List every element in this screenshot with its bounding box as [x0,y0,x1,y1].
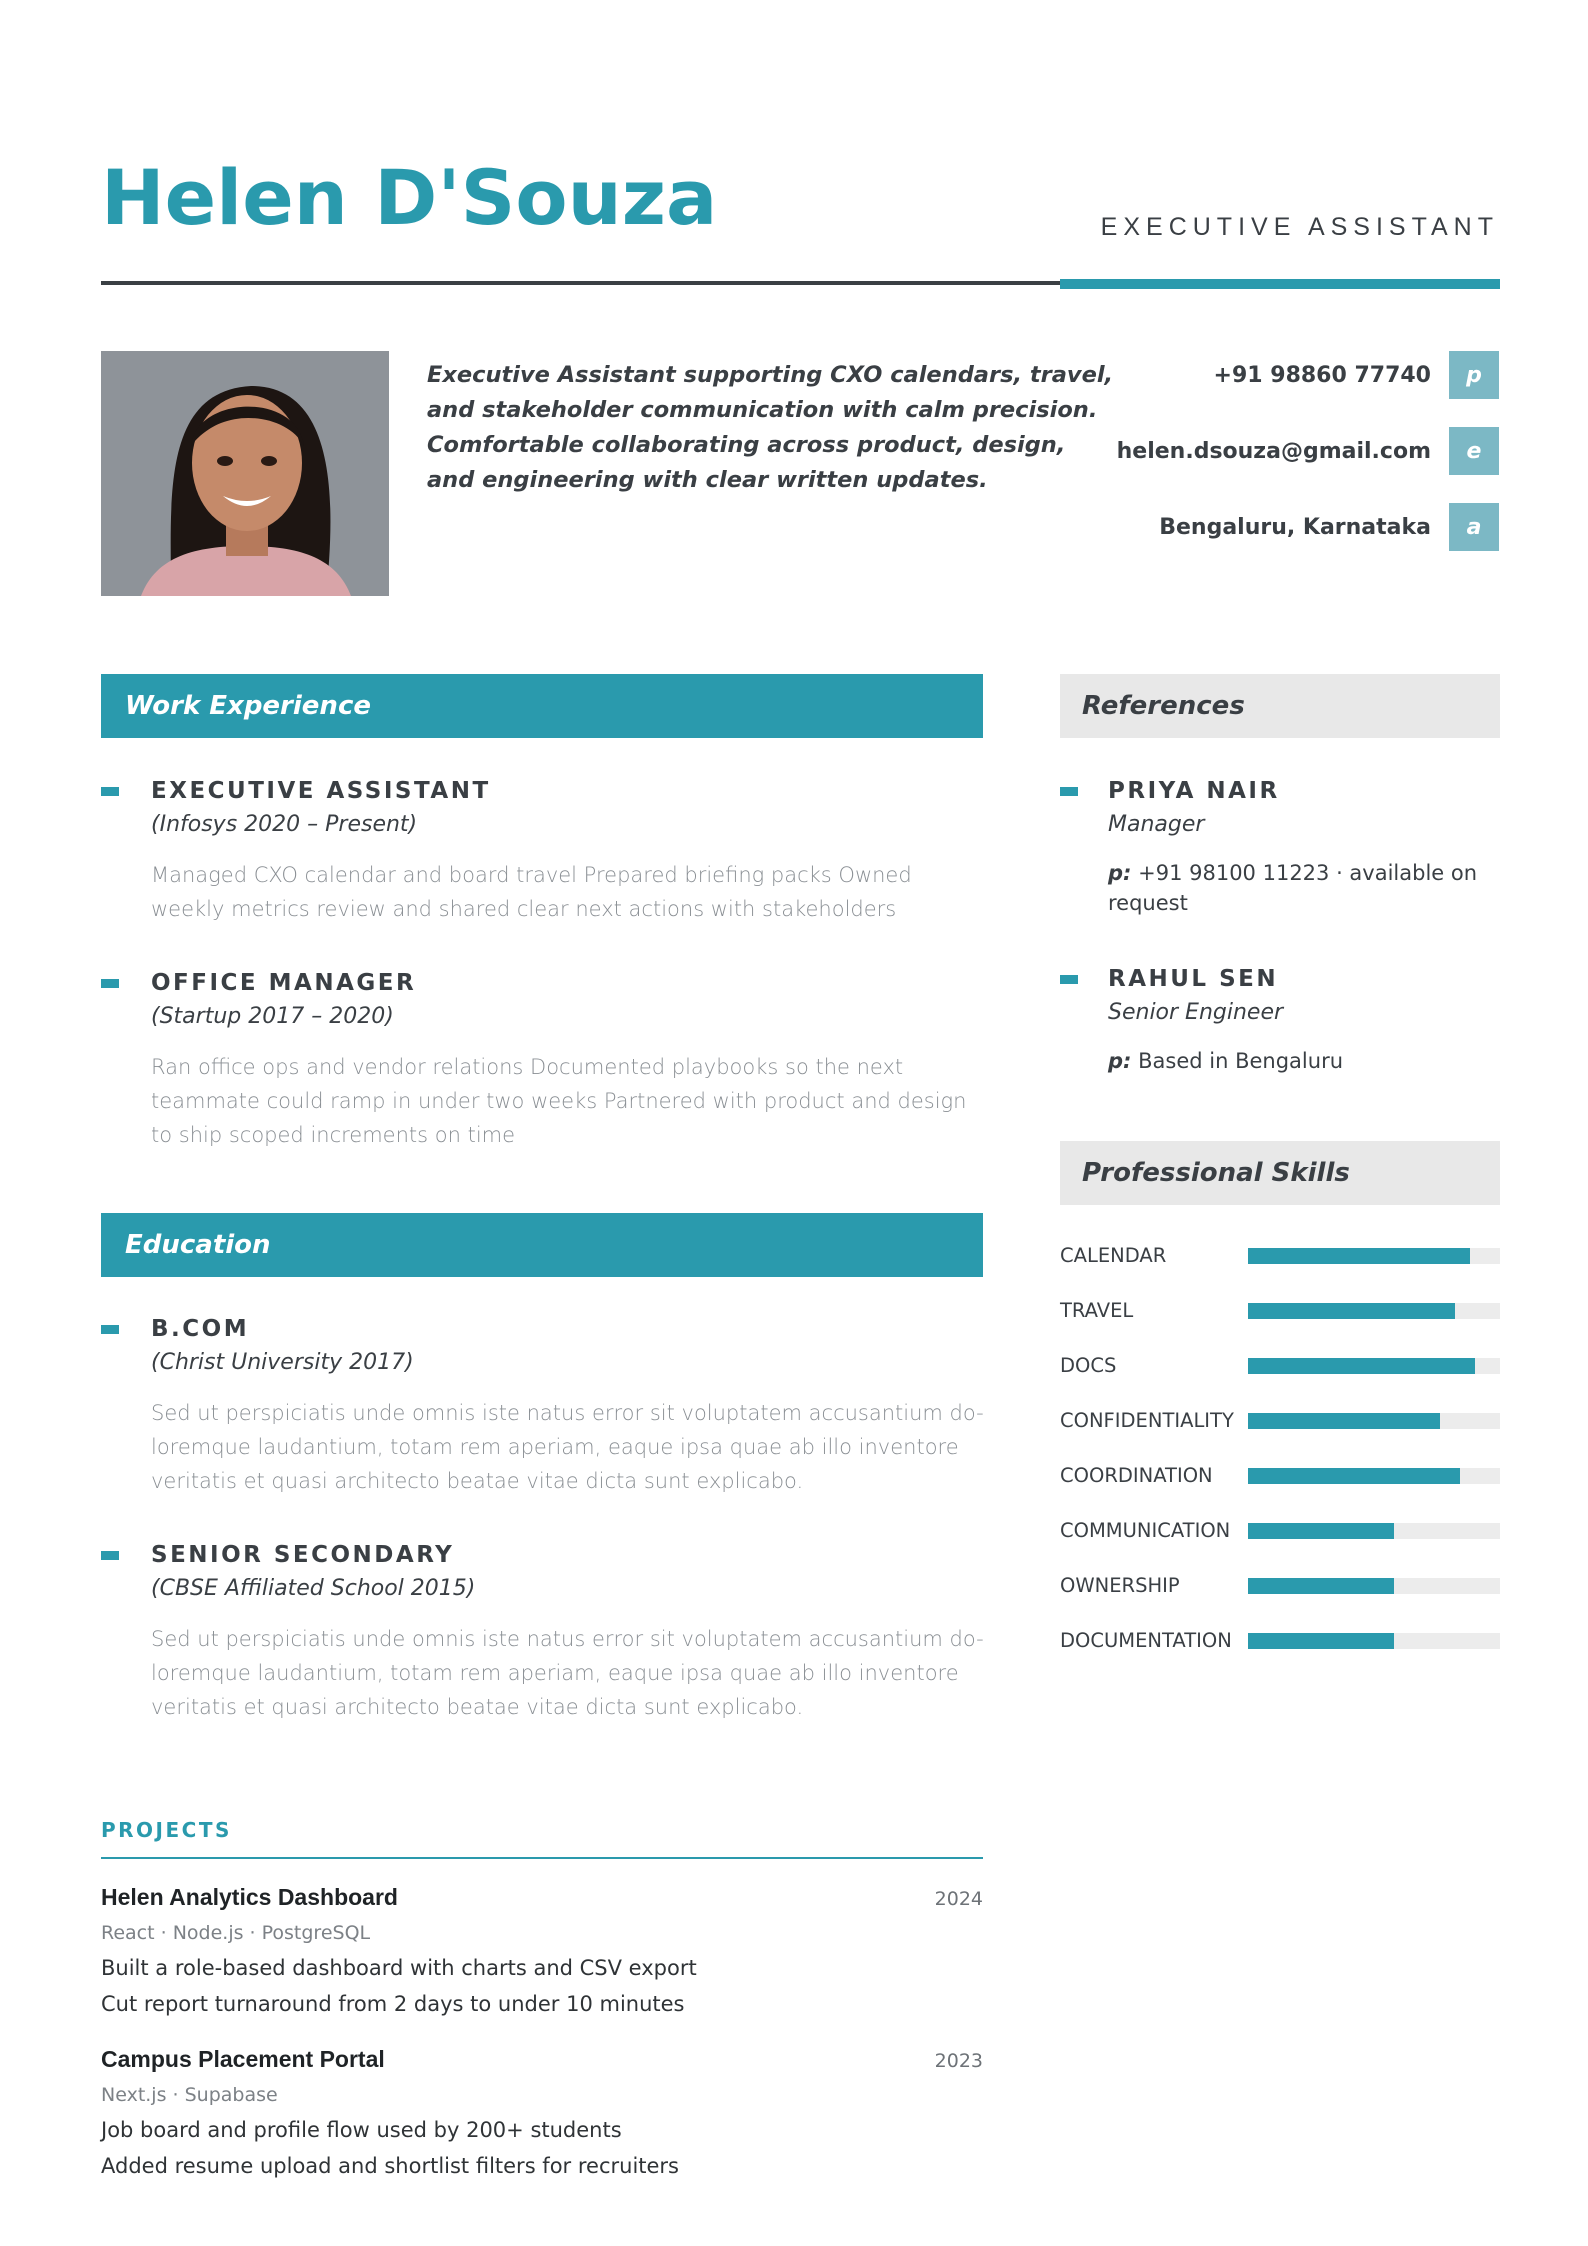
project-tech: React · Node.js · PostgreSQL [101,1922,371,1944]
reference-name: PRIYA NAIR [1108,778,1280,804]
contact-address [1159,503,1499,551]
skill-meter-fill [1248,1578,1394,1594]
project-year: 2024 [934,1888,983,1910]
work-company: (Startup 2017 – 2020) [151,1004,394,1029]
skill-meter [1248,1468,1500,1484]
skill-meter-fill [1248,1248,1470,1264]
education-description: Sed ut perspiciatis unde omnis iste natus error sit voluptatem accusantium do-loremque laudantium, totam rem aperiam, eaque ipsa quae ab illo inventore veritatis et quasi architecto beatae vitae dicta sunt explicabo. [151,1401,984,1493]
project-bullet: Job board and profile flow used by 200+ students [101,2118,622,2142]
project-name: Helen Analytics Dashboard [101,1884,398,1910]
address-text: Bengaluru, Karnataka [1159,514,1431,540]
work-experience-heading: Work Experience [101,674,983,738]
work-entry [101,970,983,1150]
phone-label: p: [1108,861,1132,885]
skill-meter-fill [1248,1468,1460,1484]
skill-label: DOCUMENTATION [1060,1629,1232,1652]
education-entry [101,1542,983,1722]
project-year: 2023 [934,2050,983,2072]
skill-meter [1248,1303,1500,1319]
projects-divider [101,1857,983,1859]
skill-label: DOCS [1060,1354,1117,1377]
skill-meter [1248,1633,1500,1649]
bullet-marker [101,979,119,988]
address-icon: a [1449,503,1499,551]
reference-role: Senior Engineer [1108,1000,1284,1025]
skill-label: TRAVEL [1060,1299,1134,1322]
skill-meter [1248,1248,1500,1264]
bullet-marker [101,787,119,796]
skill-meter-fill [1248,1633,1394,1649]
skill-meter [1248,1358,1500,1374]
projects-heading: PROJECTS [101,1818,232,1842]
project-bullet: Added resume upload and shortlist filters for recruiters [101,2154,680,2178]
reference-phone-text: Based in Bengaluru [1138,1049,1344,1073]
bullet-marker [101,1551,119,1560]
profile-summary: Executive Assistant supporting CXO calendars, travel, and stakeholder communication with calm precision. Comfortable collaborating across product, design, and engineering with clear written updates. [427,362,1114,493]
project-bullet: Cut report turnaround from 2 days to under 10 minutes [101,1992,685,2016]
education-heading: Education [101,1213,983,1277]
phone-label: p: [1108,1049,1132,1073]
skill-meter-fill [1248,1358,1475,1374]
contact-email [1117,427,1499,475]
project-name: Campus Placement Portal [101,2046,385,2072]
reference-phone [1108,1046,1488,1076]
education-degree: SENIOR SECONDARY [151,1542,455,1568]
skill-meter-fill [1248,1303,1455,1319]
phone-text[interactable]: +91 98860 77740 [1213,362,1431,388]
skill-meter [1248,1523,1500,1539]
reference-phone [1108,858,1488,918]
work-company: (Infosys 2020 – Present) [151,812,418,837]
skill-label: COMMUNICATION [1060,1519,1231,1542]
skill-meter-fill [1248,1523,1394,1539]
candidate-name: Helen D'Souza [101,153,718,242]
project-bullet: Built a role-based dashboard with charts and CSV export [101,1956,697,1980]
work-entry [101,778,983,921]
skill-label: OWNERSHIP [1060,1574,1180,1597]
references-heading: References [1060,674,1500,738]
contact-phone [1214,351,1499,399]
bullet-marker [1060,787,1078,796]
education-description: Sed ut perspiciatis unde omnis iste natus error sit voluptatem accusantium do-loremque laudantium, totam rem aperiam, eaque ipsa quae ab illo inventore veritatis et quasi architecto beatae vitae dicta sunt explicabo. [151,1627,984,1719]
education-school: (CBSE Affiliated School 2015) [151,1576,476,1601]
phone-icon: p [1449,351,1499,399]
email-text[interactable]: helen.dsouza@gmail.com [1116,438,1431,464]
skill-meter [1248,1413,1500,1429]
skills-heading: Professional Skills [1060,1141,1500,1205]
email-icon: e [1449,427,1499,475]
job-title: EXECUTIVE ASSISTANT [1100,213,1499,241]
profile-photo [101,351,389,596]
work-title: OFFICE MANAGER [151,970,417,996]
education-school: (Christ University 2017) [151,1350,414,1375]
work-description: Managed CXO calendar and board travel Prepared briefing packs Owned weekly metrics review and shared clear next actions with stakeholders [151,863,912,921]
reference-entry [1060,778,1500,918]
work-title: EXECUTIVE ASSISTANT [151,778,491,804]
bullet-marker [101,1325,119,1334]
skill-label: CALENDAR [1060,1244,1167,1267]
project-tech: Next.js · Supabase [101,2084,278,2106]
education-degree: B.COM [151,1316,250,1342]
reference-role: Manager [1108,812,1205,837]
skill-meter-fill [1248,1413,1440,1429]
work-description: Ran office ops and vendor relations Documented playbooks so the next teammate could ramp in under two weeks Partnered with product and design to ship scoped increments on time [151,1055,967,1147]
reference-entry [1060,966,1500,1086]
skill-label: COORDINATION [1060,1464,1213,1487]
reference-name: RAHUL SEN [1108,966,1279,992]
skill-label: CONFIDENTIALITY [1060,1409,1234,1432]
header-divider [101,281,1061,285]
header-accent-bar [1060,279,1500,289]
reference-phone-text: +91 98100 11223 · available on request [1108,861,1478,915]
bullet-marker [1060,975,1078,984]
skill-meter [1248,1578,1500,1594]
education-entry [101,1316,983,1496]
